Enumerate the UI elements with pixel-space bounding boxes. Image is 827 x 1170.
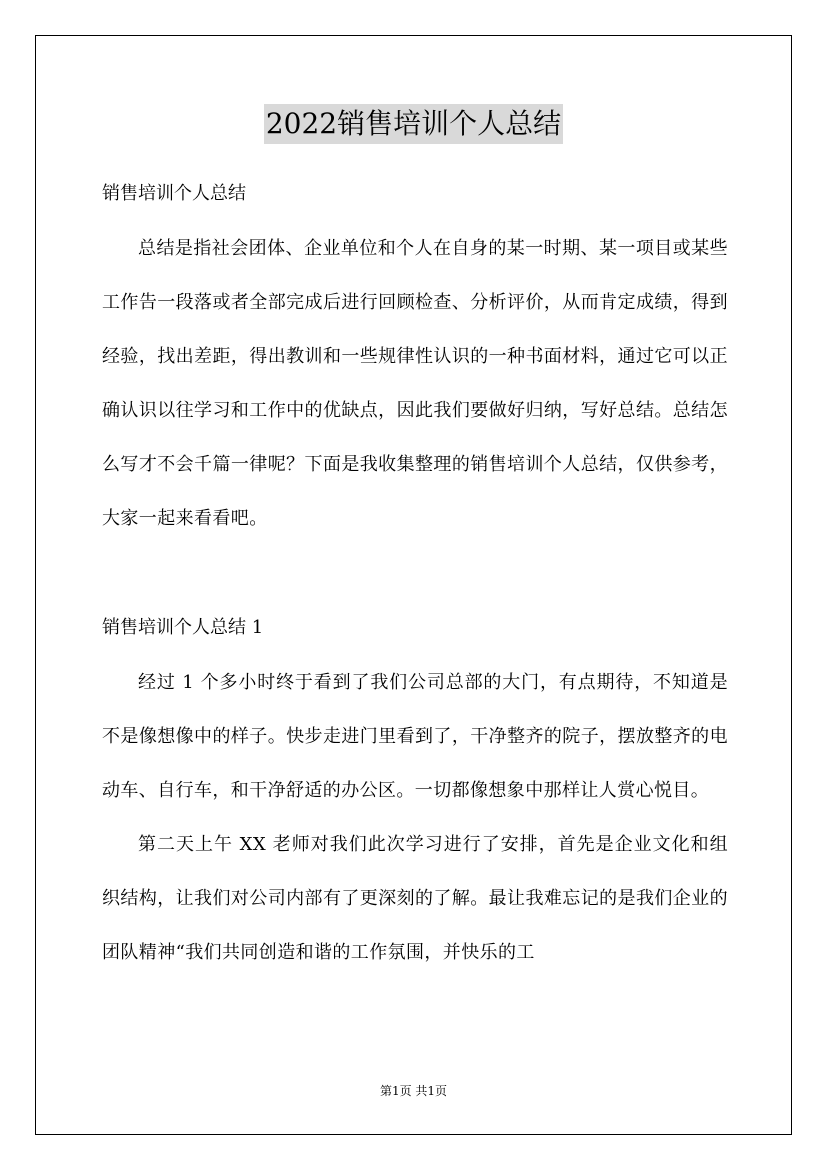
section-1-paragraph-2: 第二天上午 XX 老师对我们此次学习进行了安排，首先是企业文化和组织结构，让我们对公司内部有了更深刻的了解。最让我难忘记的是我们企业的团队精神“我们共同创造和谐的工作氛围，并快乐的工 [102, 834, 728, 963]
section-heading-intro: 销售培训个人总结 [102, 183, 246, 204]
spacer [102, 646, 728, 656]
document-title: 2022销售培训个人总结 [264, 104, 563, 144]
title-container [0, 104, 827, 144]
spacer [102, 546, 728, 610]
section-1-paragraph-1: 经过 1 个多小时终于看到了我们公司总部的大门，有点期待，不知道是不是像想像中的样子。快步走进门里看到了，干净整齐的院子，摆放整齐的电动车、自行车，和干净舒适的办公区。一切都像想象中那样让人赏心悦目。 [102, 672, 728, 801]
section-heading-1: 销售培训个人总结 1 [102, 617, 264, 638]
document-body [102, 176, 728, 980]
page-number: 第1页 共1页 [379, 1084, 448, 1098]
intro-paragraph: 总结是指社会团体、企业单位和个人在自身的某一时期、某一项目或某些工作告一段落或者全部完成后进行回顾检查、分析评价，从而肯定成绩，得到经验，找出差距，得出教训和一些规律性认识的一种书面材料，通过它可以正确认识以往学习和工作中的优缺点，因此我们要做好归纳，写好总结。总结怎么写才不会千篇一律呢？下面是我收集整理的销售培训个人总结，仅供参考，大家一起来看看吧。 [102, 238, 728, 529]
spacer [102, 212, 728, 222]
